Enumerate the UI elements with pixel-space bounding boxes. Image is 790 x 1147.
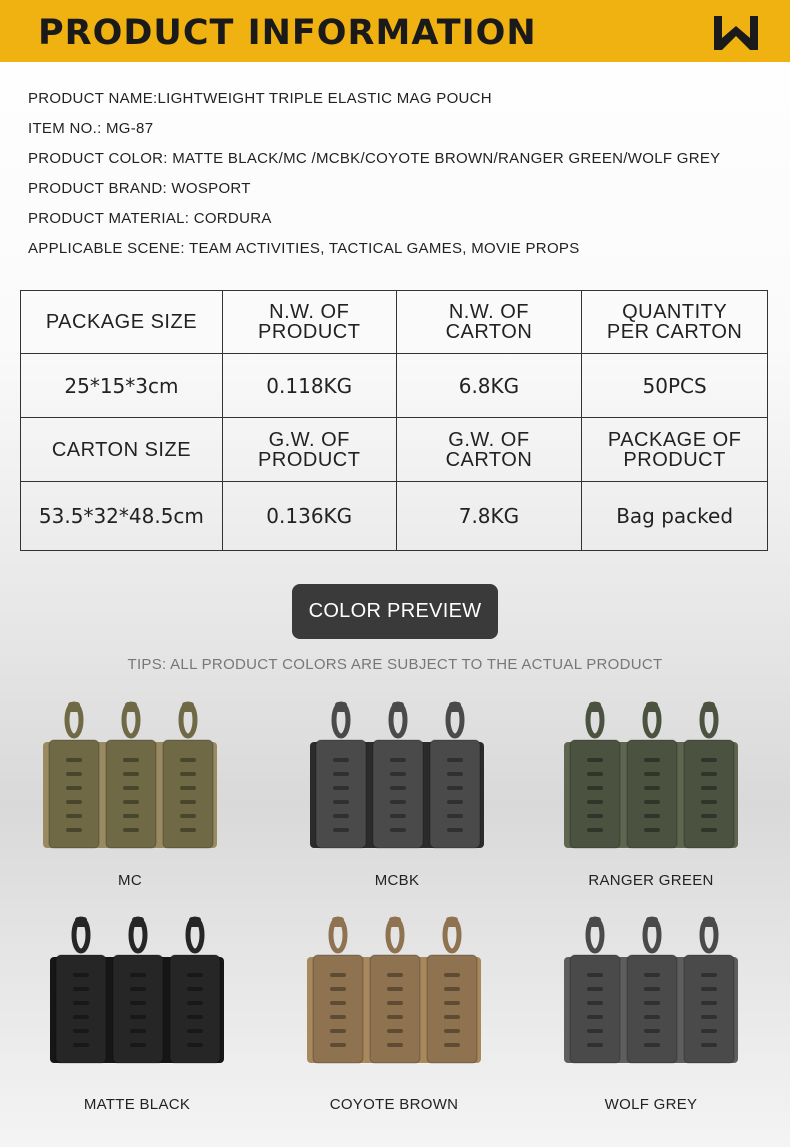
table-row [21, 354, 768, 418]
product-image [551, 700, 751, 850]
value-package-size: 25*15*3cm [21, 354, 223, 418]
product-info [28, 89, 720, 269]
color-preview-button[interactable]: COLOR PREVIEW [292, 584, 498, 639]
table-row [21, 291, 768, 354]
mag-pouch-icon [556, 700, 746, 850]
header-carton-size: CARTON SIZE [21, 418, 223, 482]
product-image [294, 915, 494, 1065]
item-number: ITEM NO.: MG-87 [28, 120, 154, 137]
header-nw-carton: N.W. OF CARTON [396, 291, 582, 354]
header-package-size: PACKAGE SIZE [21, 291, 223, 354]
tips-note: TIPS: ALL PRODUCT COLORS ARE SUBJECT TO THE ACTUAL PRODUCT [127, 656, 663, 673]
mag-pouch-icon [35, 700, 225, 850]
header-nw-product: N.W. OF PRODUCT [222, 291, 396, 354]
header-package-of-product: PACKAGE OF PRODUCT [582, 418, 768, 482]
header-bar [0, 0, 790, 62]
product-color-label: MCBK [374, 872, 420, 889]
product-color-label: RANGER GREEN [588, 872, 714, 889]
spec-table [20, 290, 768, 551]
value-nw-carton: 6.8KG [396, 354, 582, 418]
mag-pouch-icon [302, 700, 492, 850]
product-color: PRODUCT COLOR: MATTE BLACK/MC /MCBK/COYOTE BROWN/RANGER GREEN/WOLF GREY [28, 150, 721, 167]
value-nw-product: 0.118KG [222, 354, 396, 418]
mag-pouch-icon [556, 915, 746, 1065]
table-row [21, 418, 768, 482]
product-color-label: MC [118, 872, 142, 889]
header-qty-carton: QUANTITY PER CARTON [582, 291, 768, 354]
product-color-label: COYOTE BROWN [329, 1096, 459, 1113]
value-qty-carton: 50PCS [582, 354, 768, 418]
product-name: PRODUCT NAME:LIGHTWEIGHT TRIPLE ELASTIC MAG POUCH [28, 90, 492, 107]
page-title: PRODUCT INFORMATION [38, 13, 537, 53]
applicable-scene: APPLICABLE SCENE: TEAM ACTIVITIES, TACTICAL GAMES, MOVIE PROPS [28, 240, 580, 257]
brand-logo-icon [714, 16, 758, 50]
product-color-label: MATTE BLACK [83, 1096, 191, 1113]
mag-pouch-icon [42, 915, 232, 1065]
product-brand: PRODUCT BRAND: WOSPORT [28, 180, 251, 197]
mag-pouch-icon [299, 915, 489, 1065]
product-color-label: WOLF GREY [604, 1096, 698, 1113]
value-gw-product: 0.136KG [222, 482, 396, 551]
value-gw-carton: 7.8KG [396, 482, 582, 551]
table-row [21, 482, 768, 551]
value-carton-size: 53.5*32*48.5cm [21, 482, 223, 551]
product-image [37, 915, 237, 1065]
product-material: PRODUCT MATERIAL: CORDURA [28, 210, 272, 227]
header-gw-product: G.W. OF PRODUCT [222, 418, 396, 482]
value-package-of-product: Bag packed [582, 482, 768, 551]
product-image [30, 700, 230, 850]
product-image [297, 700, 497, 850]
product-image [551, 915, 751, 1065]
header-gw-carton: G.W. OF CARTON [396, 418, 582, 482]
